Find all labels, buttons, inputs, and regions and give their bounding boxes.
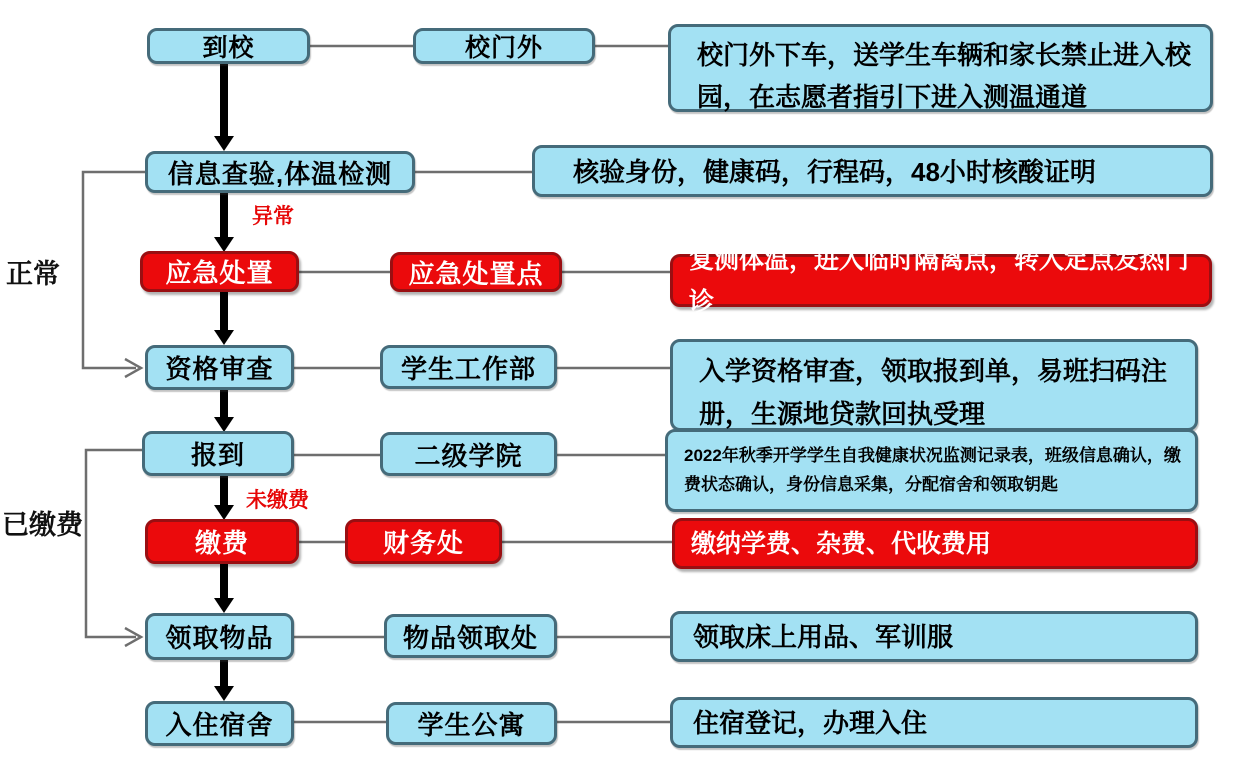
node-desc-collect-items: 领取床上用品、军训服 [670, 611, 1198, 662]
node-desc-dorm: 住宿登记，办理入住 [670, 697, 1198, 748]
place-label: 应急处置点 [408, 258, 544, 289]
node-desc-info-temp-check: 核验身份，健康码，行程码，48小时核酸证明 [532, 145, 1213, 197]
node-desc-arrive: 校门外下车，送学生车辆和家长禁止进入校园，在志愿者指引下进入测温通道 [668, 24, 1213, 112]
node-step-arrive: 到校 [147, 28, 310, 64]
node-place-finance-office: 财务处 [345, 519, 502, 564]
node-desc-qualification-review: 入学资格审查，领取报到单，易班扫码注册，生源地贷款回执受理 [670, 339, 1198, 431]
node-step-collect-items: 领取物品 [145, 613, 294, 660]
branch-normal [83, 172, 145, 368]
node-step-emergency: 应急处置 [140, 251, 299, 292]
label-paid: 已缴费 [2, 510, 83, 540]
label-abnormal: 异常 [252, 205, 294, 228]
node-step-dorm: 入住宿舍 [145, 701, 294, 746]
node-desc-register: 2022年秋季开学学生自我健康状况监测记录表，班级信息确认，缴费状态确认，身份信息采集，分配宿舍和领取钥匙 [665, 429, 1198, 512]
node-desc-pay: 缴纳学费、杂费、代收费用 [672, 518, 1198, 569]
branch-lines [83, 172, 145, 646]
branch-paid [86, 450, 145, 637]
node-place-student-affairs: 学生工作部 [380, 345, 557, 389]
label-normal: 正常 [6, 259, 60, 289]
node-step-register: 报到 [142, 431, 294, 476]
node-step-pay: 缴费 [145, 519, 299, 564]
node-step-qualification-review: 资格审查 [145, 345, 294, 390]
node-place-school-gate: 校门外 [413, 28, 595, 64]
node-step-info-temp-check: 信息查验,体温检测 [145, 151, 415, 193]
node-place-item-pickup: 物品领取处 [384, 614, 557, 658]
node-place-secondary-college: 二级学院 [380, 432, 557, 476]
node-place-emergency-point [390, 252, 562, 292]
node-place-student-apartment: 学生公寓 [386, 702, 557, 745]
node-desc-emergency: 复测体温，进入临时隔离点，转入定点发热门诊 [670, 254, 1212, 307]
label-unpaid: 未缴费 [246, 489, 309, 512]
